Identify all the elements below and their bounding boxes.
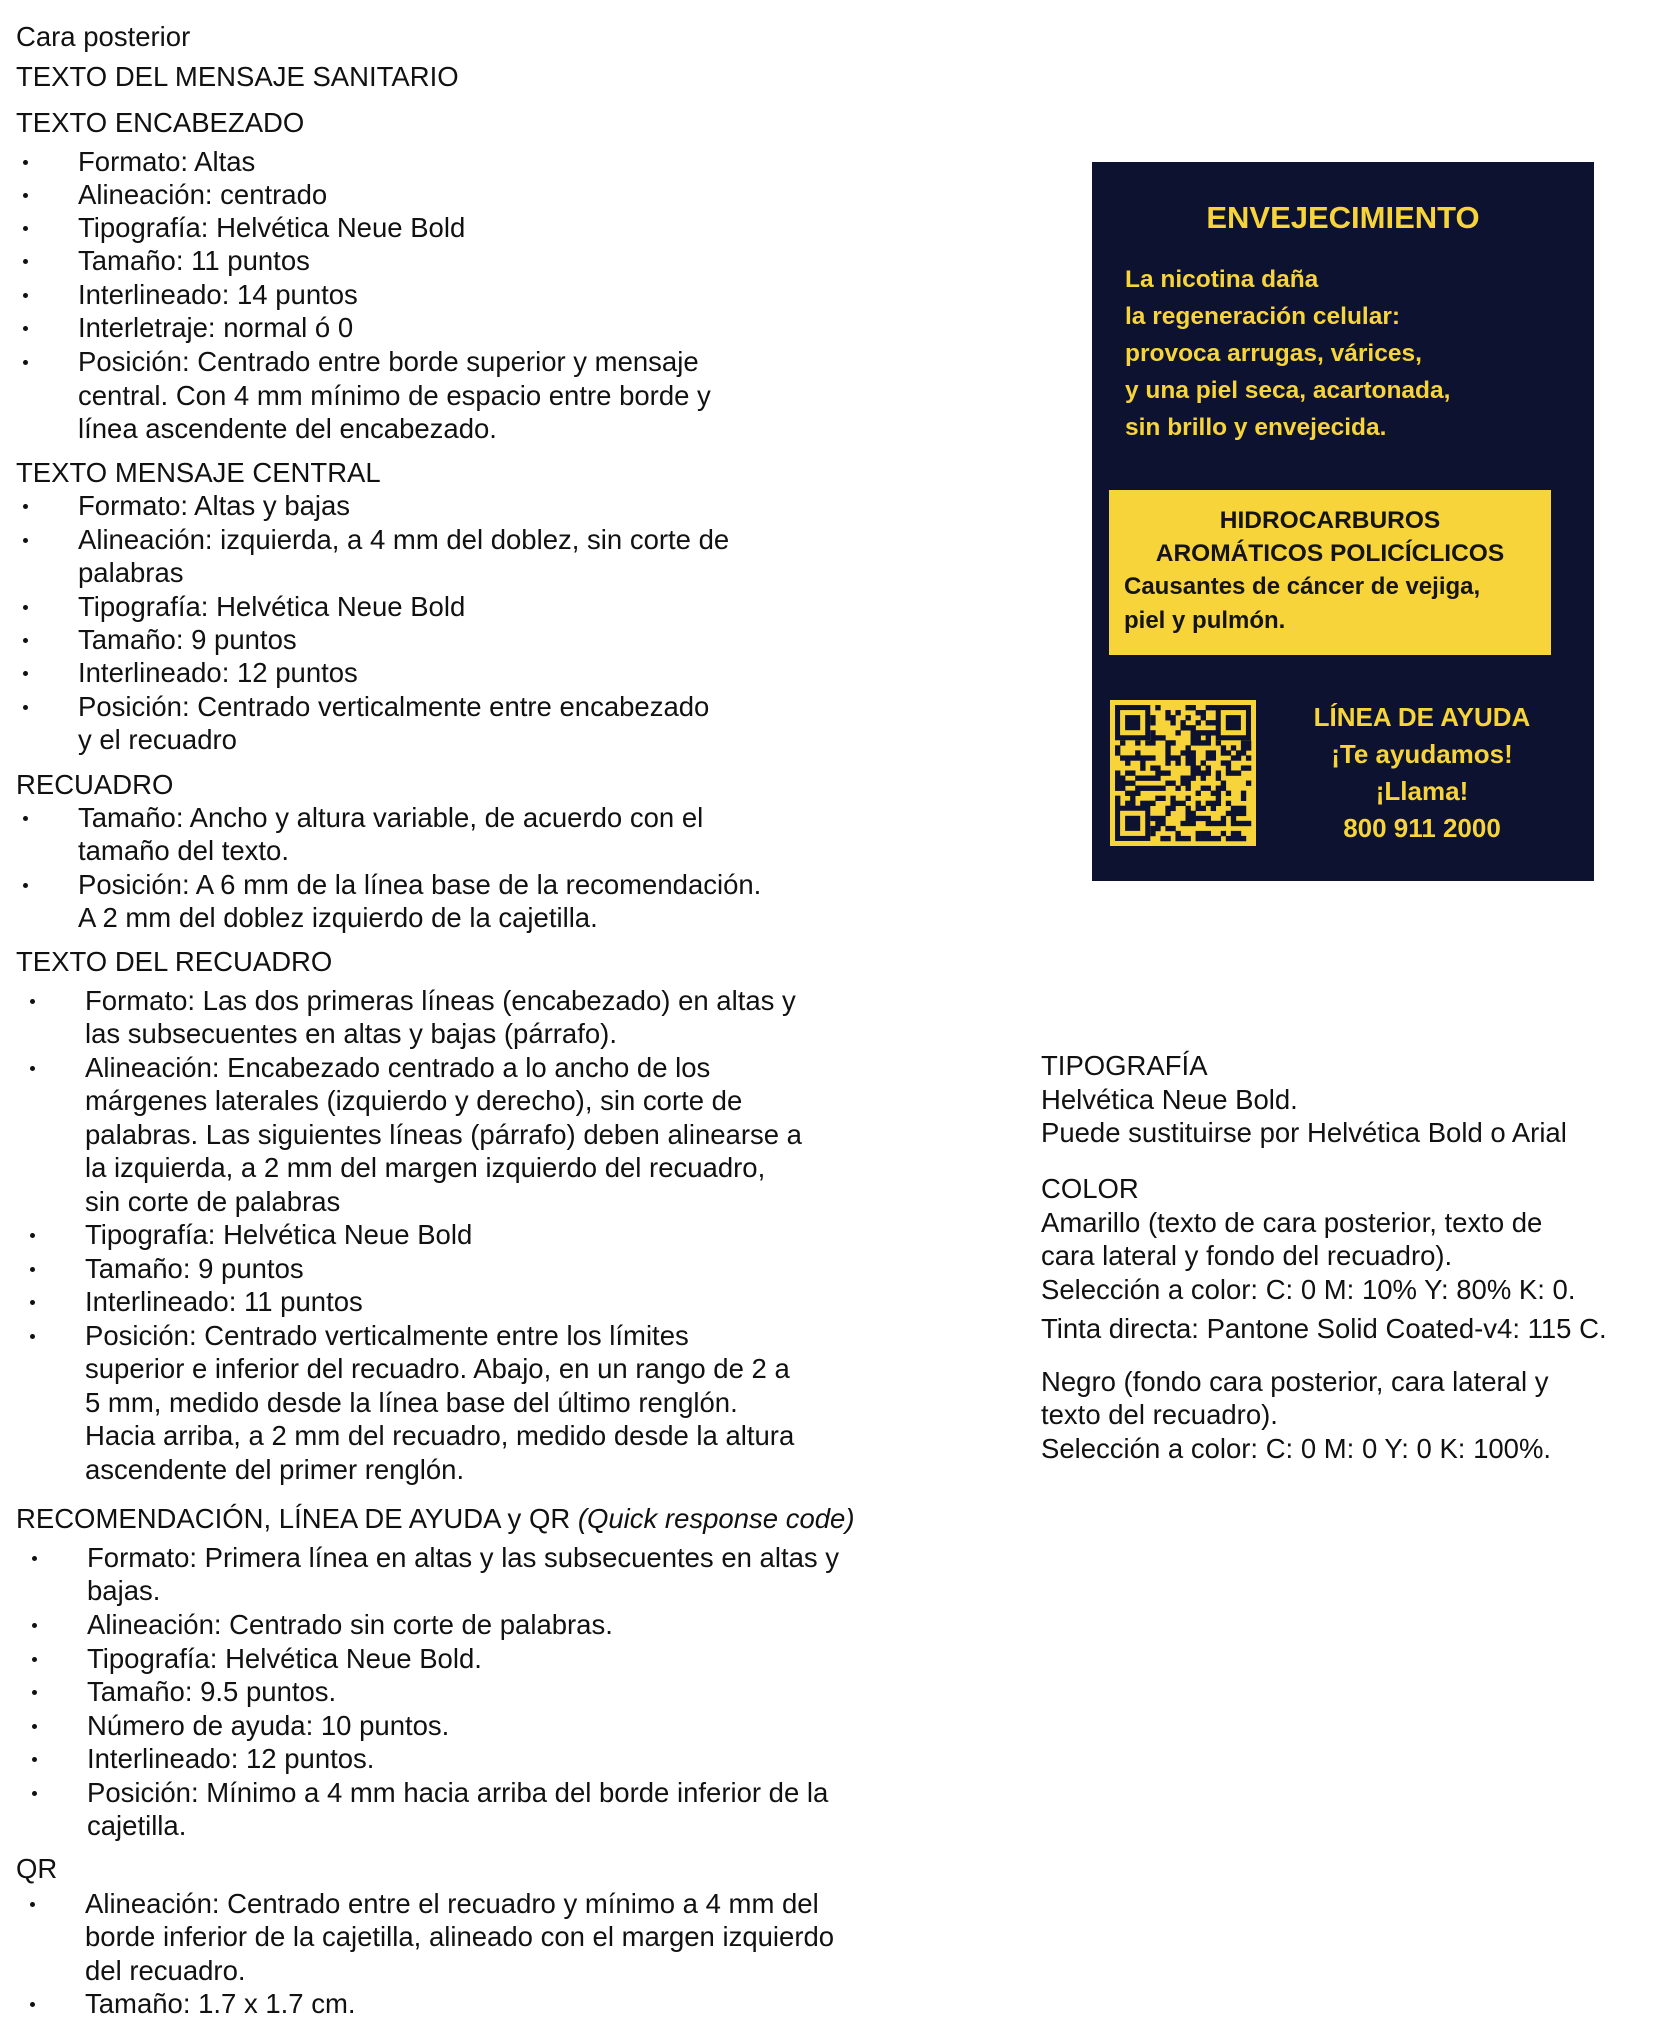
- list-item-continuation: línea ascendente del encabezado.: [78, 413, 497, 444]
- list-item-continuation: sin corte de palabras: [85, 1186, 341, 1217]
- list-item: Tamaño: Ancho y altura variable, de acuerdo con el: [78, 802, 704, 833]
- list-item-continuation: las subsecuentes en altas y bajas (párrafo).: [85, 1018, 617, 1049]
- panel-body-line: la regeneración celular:: [1125, 303, 1401, 330]
- color-line: cara lateral y fondo del recuadro).: [1041, 1240, 1453, 1271]
- list-item: Interlineado: 12 puntos: [78, 657, 358, 688]
- list-item: Alineación: Centrado entre el recuadro y mínimo a 4 mm del: [85, 1888, 819, 1919]
- typography-line: Puede sustituirse por Helvética Bold o Arial: [1041, 1117, 1567, 1148]
- color-heading: COLOR: [1041, 1173, 1139, 1204]
- qr-code-icon: [1110, 700, 1256, 846]
- helpline-line: ¡Te ayudamos!: [1331, 739, 1513, 769]
- warning-box-heading-line: HIDROCARBUROS: [1219, 507, 1441, 534]
- face-title: Cara posterior: [16, 21, 191, 52]
- list-item: Formato: Altas: [78, 146, 256, 177]
- section-heading-central: TEXTO MENSAJE CENTRAL: [16, 457, 381, 488]
- panel-body-line: provoca arrugas, várices,: [1125, 340, 1422, 367]
- list-item-continuation: borde inferior de la cajetilla, alineado con el margen izquierdo: [85, 1921, 835, 1952]
- list-item-continuation: y el recuadro: [78, 724, 237, 755]
- list-item: Posición: Centrado verticalmente entre los límites: [85, 1320, 689, 1351]
- list-item: Tipografía: Helvética Neue Bold: [78, 591, 466, 622]
- heading-italic: (Quick response code): [577, 1503, 855, 1534]
- color-line: Selección a color: C: 0 M: 0 Y: 0 K: 100%.: [1041, 1433, 1552, 1464]
- list-item-continuation: superior e inferior del recuadro. Abajo, en un rango de 2 a: [85, 1353, 790, 1384]
- helpline-title: LÍNEA DE AYUDA: [1313, 702, 1531, 732]
- section-heading-encabezado: TEXTO ENCABEZADO: [16, 107, 305, 138]
- panel-heading: ENVEJECIMIENTO: [1206, 200, 1480, 235]
- list-item: Alineación: centrado: [78, 179, 328, 210]
- list-item: Número de ayuda: 10 puntos.: [87, 1710, 450, 1741]
- list-item: Tamaño: 9 puntos: [78, 624, 297, 655]
- list-item: Interlineado: 12 puntos.: [87, 1743, 375, 1774]
- list-item: Tamaño: 9 puntos: [85, 1253, 304, 1284]
- helpline-line: ¡Llama!: [1375, 776, 1469, 806]
- list-item: Posición: Centrado verticalmente entre encabezado: [78, 691, 710, 722]
- list-item: Interlineado: 14 puntos: [78, 279, 358, 310]
- list-item: Posición: Mínimo a 4 mm hacia arriba del borde inferior de la: [87, 1777, 829, 1808]
- health-warning-panel: [1092, 162, 1594, 881]
- list-item-continuation: central. Con 4 mm mínimo de espacio entre borde y: [78, 380, 711, 411]
- helpline: [1302, 699, 1542, 847]
- list-item: Tipografía: Helvética Neue Bold.: [87, 1643, 482, 1674]
- list-item-continuation: del recuadro.: [85, 1955, 246, 1986]
- list-item-continuation: palabras: [78, 557, 184, 588]
- list-item-continuation: Hacia arriba, a 2 mm del recuadro, medido desde la altura: [85, 1420, 795, 1451]
- list-item-continuation: cajetilla.: [87, 1810, 187, 1841]
- color-line: texto del recuadro).: [1041, 1399, 1278, 1430]
- typography-heading: TIPOGRAFÍA: [1041, 1050, 1208, 1081]
- list-item: Formato: Altas y bajas: [78, 490, 351, 521]
- section-heading-recuadro: RECUADRO: [16, 769, 174, 800]
- message-title: TEXTO DEL MENSAJE SANITARIO: [16, 61, 459, 92]
- panel-body-line: y una piel seca, acartonada,: [1125, 377, 1451, 404]
- list-item: Alineación: Centrado sin corte de palabras.: [87, 1609, 613, 1640]
- section-heading-texto-recuadro: TEXTO DEL RECUADRO: [16, 946, 333, 977]
- list-item: Tamaño: 1.7 x 1.7 cm.: [85, 1988, 356, 2019]
- heading-text: RECOMENDACIÓN, LÍNEA DE AYUDA y QR: [16, 1503, 571, 1534]
- panel-body-line: La nicotina daña: [1125, 266, 1319, 293]
- warning-box-text-line: piel y pulmón.: [1124, 607, 1286, 634]
- section-heading-recomendacion: [16, 1502, 855, 1536]
- list-item: Posición: A 6 mm de la línea base de la recomendación.: [78, 869, 762, 900]
- list-item: Tipografía: Helvética Neue Bold: [85, 1219, 473, 1250]
- color-line: Selección a color: C: 0 M: 10% Y: 80% K: 0.: [1041, 1274, 1576, 1305]
- list-item: Alineación: Encabezado centrado a lo ancho de los: [85, 1052, 711, 1083]
- list-item: Interletraje: normal ó 0: [78, 312, 354, 343]
- color-line: Amarillo (texto de cara posterior, texto de: [1041, 1207, 1543, 1238]
- list-item-continuation: bajas.: [87, 1575, 161, 1606]
- list-item: Tamaño: 11 puntos: [78, 245, 310, 276]
- helpline-number: 800 911 2000: [1343, 813, 1501, 843]
- color-line: Tinta directa: Pantone Solid Coated-v4: 115 C.: [1041, 1313, 1607, 1344]
- list-item: Formato: Primera línea en altas y las subsecuentes en altas y: [87, 1542, 840, 1573]
- list-item: Tamaño: 9.5 puntos.: [87, 1676, 337, 1707]
- list-item: Interlineado: 11 puntos: [85, 1286, 363, 1317]
- warning-box-text: [1124, 570, 1480, 638]
- list-item-continuation: palabras. Las siguientes líneas (párrafo) deben alinearse a: [85, 1119, 802, 1150]
- section-heading-qr: QR: [16, 1853, 58, 1884]
- list-item: Formato: Las dos primeras líneas (encabezado) en altas y: [85, 985, 796, 1016]
- warning-box: [1109, 490, 1551, 655]
- list-item-continuation: tamaño del texto.: [78, 835, 289, 866]
- list-item-continuation: A 2 mm del doblez izquierdo de la cajetilla.: [78, 902, 598, 933]
- qr-code-graphic: [1110, 700, 1256, 846]
- typography-line: Helvética Neue Bold.: [1041, 1084, 1298, 1115]
- panel-body: [1125, 261, 1450, 446]
- warning-box-heading-line: AROMÁTICOS POLICÍCLICOS: [1155, 540, 1505, 567]
- list-item: Alineación: izquierda, a 4 mm del doblez, sin corte de: [78, 524, 730, 555]
- color-line: Negro (fondo cara posterior, cara lateral y: [1041, 1366, 1549, 1397]
- panel-body-line: sin brillo y envejecida.: [1125, 414, 1387, 441]
- list-item-continuation: márgenes laterales (izquierdo y derecho), sin corte de: [85, 1085, 743, 1116]
- warning-box-heading: [1109, 504, 1551, 570]
- list-item-continuation: ascendente del primer renglón.: [85, 1454, 465, 1485]
- warning-box-text-line: Causantes de cáncer de vejiga,: [1124, 573, 1481, 600]
- list-item-continuation: la izquierda, a 2 mm del margen izquierdo del recuadro,: [85, 1152, 766, 1183]
- list-item: Tipografía: Helvética Neue Bold: [78, 212, 466, 243]
- list-item: Posición: Centrado entre borde superior y mensaje: [78, 346, 699, 377]
- list-item-continuation: 5 mm, medido desde la línea base del último renglón.: [85, 1387, 738, 1418]
